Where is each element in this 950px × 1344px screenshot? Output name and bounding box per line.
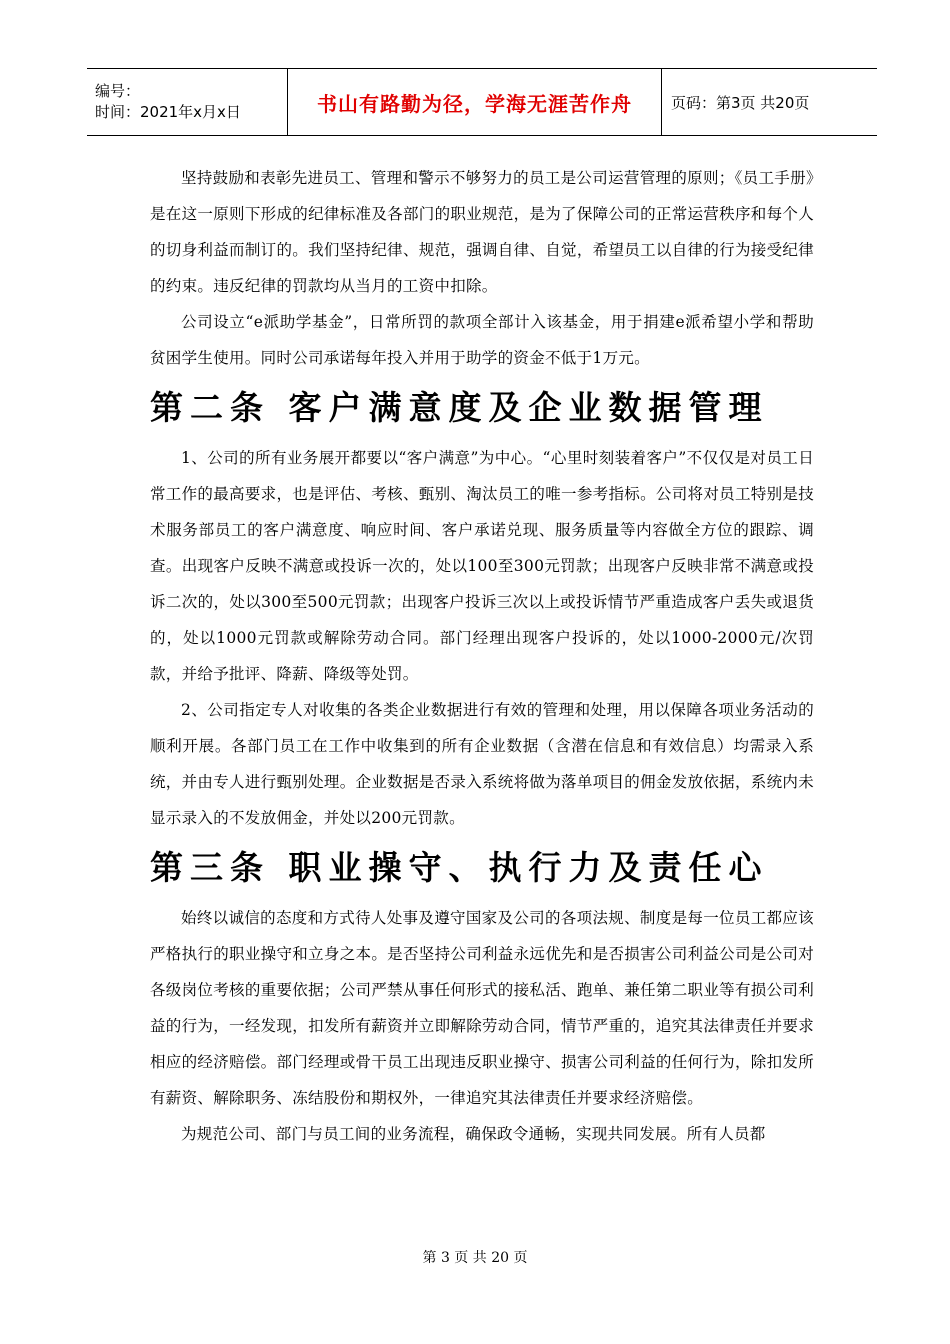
page-footer: 第 3 页 共 20 页 — [422, 1250, 528, 1266]
article-2-heading: 第二条 客户满意度及企业数据管理 — [150, 388, 769, 427]
article-2-paragraph-1: 1、公司的所有业务展开都要以“客户满意”为中心。“心里时刻装着客户”不仅仅是对员工日常工作的最高要求，也是评估、考核、甄别、淘汰员工的唯一参考指标。公司将对员工特别是技术服务部员工的客户满意度、响应时间、客户承诺兑现、服务质量等内容做全方位的跟踪、调查。出现客户反映不满意或投诉一次的，处以100至300元罚款；出现客户反映非常不满意或投诉二次的，处以300至500元罚款；出现客户投诉三次以上或投诉情节严重造成客户丢失或退货的，处以1000元罚款或解除劳动合同。部门经理出现客户投诉的，处以1000-2000元/次罚款，并给予批评、降薪、降级等处罚。 — [150, 449, 814, 683]
page-label: 页码：第3页 共20页 — [671, 93, 810, 112]
time-label: 时间：2021年x月x日 — [95, 103, 241, 121]
serial-label: 编号： — [95, 82, 141, 100]
article-3-paragraph-1: 始终以诚信的态度和方式待人处事及遵守国家及公司的各项法规、制度是每一位员工都应该严格执行的职业操守和立身之本。是否坚持公司利益永远优先和是否损害公司利益公司是公司对各级岗位考核的重要依据；公司严禁从事任何形式的接私活、跑单、兼任第二职业等有损公司利益的行为，一经发现，扣发所有薪资并立即解除劳动合同，情节严重的，追究其法律责任并要求相应的经济赔偿。部门经理或骨干员工出现违反职业操守、损害公司利益的任何行为，除扣发所有薪资、解除职务、冻结股份和期权外，一律追究其法律责任并要求经济赔偿。 — [150, 909, 814, 1107]
article-3-paragraph-2: 为规范公司、部门与员工间的业务流程，确保政令通畅，实现共同发展。所有人员都 — [181, 1125, 766, 1143]
intro-paragraph-2: 公司设立“e派助学基金”，日常所罚的款项全部计入该基金，用于捐建e派希望小学和帮助贫困学生使用。同时公司承诺每年投入并用于助学的资金不低于1万元。 — [150, 313, 814, 367]
article-2-paragraph-2: 2、公司指定专人对收集的各类企业数据进行有效的管理和处理，用以保障各项业务活动的顺利开展。各部门员工在工作中收集到的所有企业数据（含潜在信息和有效信息）均需录入系统，并由专人进行甄别处理。企业数据是否录入系统将做为落单项目的佣金发放依据，系统内未显示录入的不发放佣金，并处以200元罚款。 — [150, 701, 814, 827]
page-header — [87, 68, 877, 136]
header-motto-cell — [288, 69, 662, 135]
header-meta — [87, 69, 288, 135]
header-page-cell — [662, 69, 877, 135]
article-3-heading: 第三条 职业操守、执行力及责任心 — [150, 848, 769, 887]
motto-text: 书山有路勤为径，学海无涯苦作舟 — [317, 91, 632, 116]
document-body — [150, 160, 814, 1152]
intro-paragraph-1: 坚持鼓励和表彰先进员工、管理和警示不够努力的员工是公司运营管理的原则；《员工手册》是在这一原则下形成的纪律标准及各部门的职业规范，是为了保障公司的正常运营秩序和每个人的切身利益而制订的。我们坚持纪律、规范，强调自律、自觉，希望员工以自律的行为接受纪律的约束。违反纪律的罚款均从当月的工资中扣除。 — [150, 169, 814, 295]
